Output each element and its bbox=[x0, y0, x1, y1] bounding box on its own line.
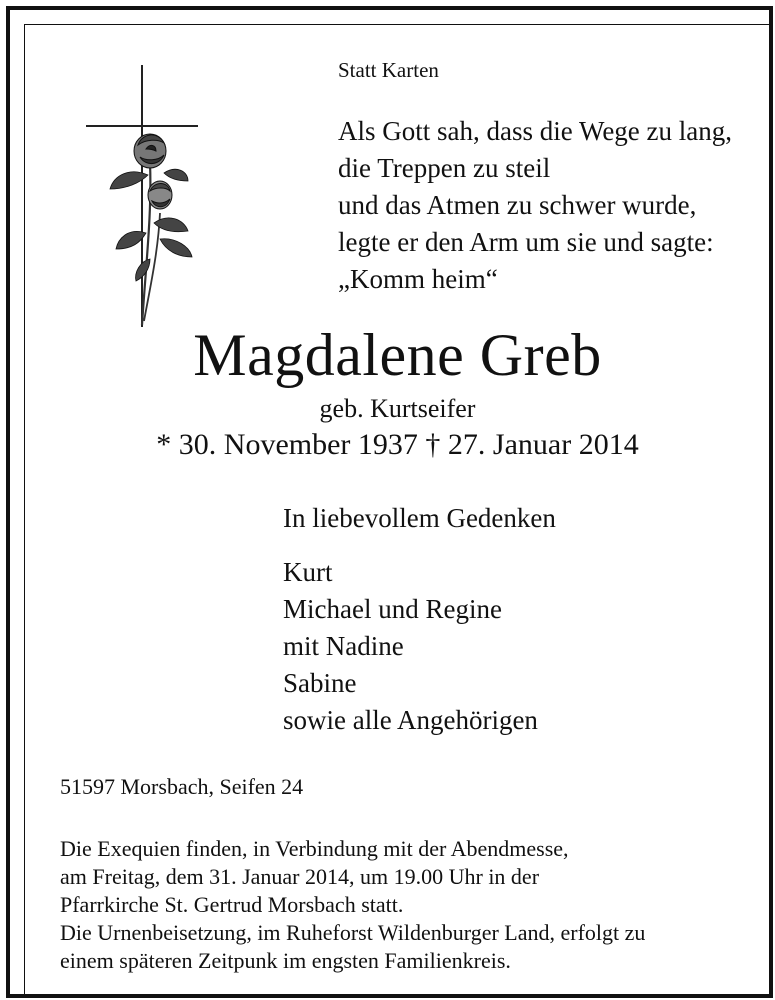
service-details bbox=[60, 835, 645, 975]
life-dates: * 30. November 1937 † 27. Januar 2014 bbox=[156, 428, 639, 461]
maiden-name: geb. Kurtseifer bbox=[319, 394, 476, 423]
service-line: am Freitag, dem 31. Januar 2014, um 19.00 Uhr in der bbox=[60, 864, 540, 889]
remembrance-heading: In liebevollem Gedenken bbox=[283, 503, 556, 533]
poem bbox=[338, 113, 732, 298]
mourner-item: sowie alle Angehörigen bbox=[283, 705, 538, 735]
statt-karten-label: Statt Karten bbox=[338, 58, 439, 82]
cross-with-rose-icon bbox=[80, 63, 210, 333]
mourner-item: Sabine bbox=[283, 668, 357, 698]
service-line: Pfarrkirche St. Gertrud Morsbach statt. bbox=[60, 892, 404, 917]
mourner-item: Kurt bbox=[283, 557, 333, 587]
service-line: Die Urnenbeisetzung, im Ruheforst Wildenburger Land, erfolgt zu bbox=[60, 920, 646, 945]
poem-line: Als Gott sah, dass die Wege zu lang, bbox=[338, 116, 733, 146]
poem-line: die Treppen zu steil bbox=[338, 153, 551, 183]
deceased-name: Magdalene Greb bbox=[193, 322, 602, 388]
mourner-item: Michael und Regine bbox=[283, 594, 502, 624]
mourner-item: mit Nadine bbox=[283, 631, 404, 661]
inner-border bbox=[24, 24, 771, 996]
service-line: Die Exequien finden, in Verbindung mit der Abendmesse, bbox=[60, 836, 569, 861]
service-line: einem späteren Zeitpunk im engsten Familienkreis. bbox=[60, 948, 511, 973]
poem-line: legte er den Arm um sie und sagte: bbox=[338, 227, 714, 257]
outer-border bbox=[6, 6, 773, 998]
poem-line: „Komm heim“ bbox=[338, 264, 498, 294]
poem-line: und das Atmen zu schwer wurde, bbox=[338, 190, 697, 220]
family-address: 51597 Morsbach, Seifen 24 bbox=[60, 774, 304, 799]
mourners-list bbox=[283, 554, 538, 739]
